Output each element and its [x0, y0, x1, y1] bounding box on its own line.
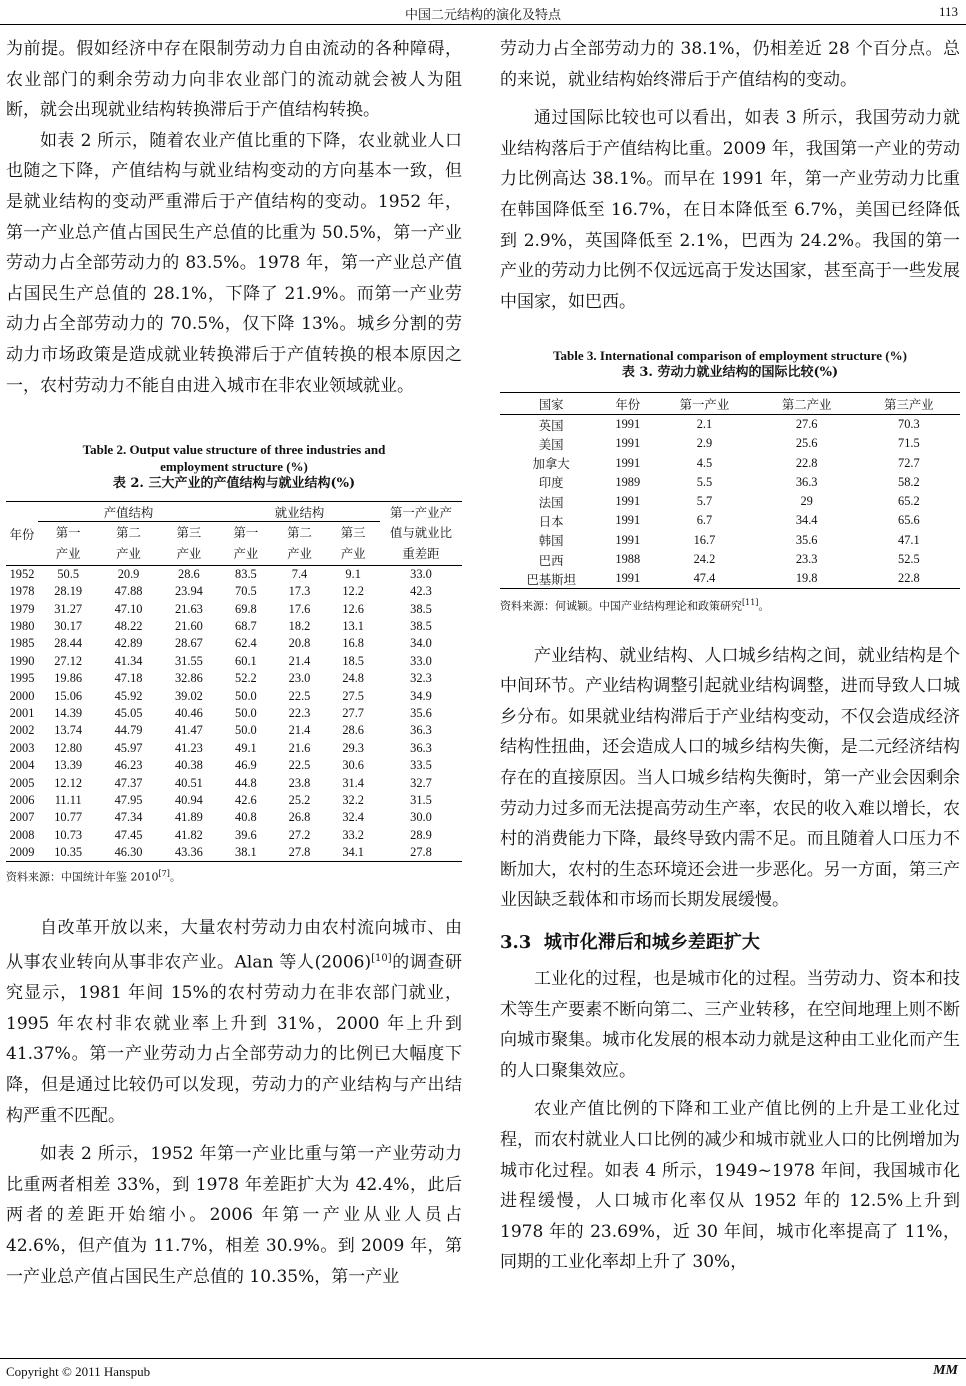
table-cell: 22.3	[288, 705, 311, 720]
right-column	[500, 34, 960, 1278]
table-cell: 70.3	[898, 417, 920, 432]
table-cell: 1991	[615, 417, 641, 432]
table-cell: 2.9	[696, 436, 713, 451]
table-cell: 1988	[615, 552, 641, 567]
table-cell: 30.17	[54, 618, 83, 633]
table-cell: 23.3	[795, 552, 818, 567]
table-row	[6, 653, 462, 670]
table-cell: 1978	[9, 584, 35, 599]
table-cell: 12.80	[54, 740, 83, 755]
table-cell: 47.10	[114, 601, 143, 616]
table-cell: 42.6	[235, 792, 257, 807]
col-subheader: 产业	[116, 547, 141, 562]
table-cell: 11.11	[54, 792, 82, 807]
table-cell: 32.3	[410, 671, 432, 686]
table-row	[6, 566, 462, 583]
table-cell: 35.6	[795, 532, 818, 547]
table-cell: 30.0	[410, 810, 432, 825]
table-cell: 47.95	[114, 792, 143, 807]
table-row	[6, 583, 462, 600]
table-cell: 32.7	[410, 775, 432, 790]
table-cell: 34.9	[410, 688, 432, 703]
table-cell: 36.3	[795, 474, 818, 489]
col-subheader: 产业	[55, 547, 81, 562]
table-cell: 31.55	[174, 653, 203, 668]
paragraph: 通过国际比较也可以看出，如表 3 所示，我国劳动力就业结构落后于产值结构比重。2009 年，我国第一产业的劳动力比例高达 38.1%。而早在 1991 年，第一产业劳动力比重在韩国降低至 16.7%，在日本降低至 6.7%，美国已经降低到 2.9%，英国降低至 2.1%，巴西为 24.2%。我国的第一产业的劳动力比例不仅远远高于发达国家，甚至高于一些发展中国家，如巴西。	[500, 108, 960, 312]
table-cell: 美国	[538, 437, 564, 452]
col-subheader: 产业	[287, 547, 312, 562]
header-rule	[0, 24, 966, 25]
table-cell: 65.6	[898, 513, 920, 528]
col-header-gap: 值与就业比	[390, 525, 452, 540]
left-column	[6, 34, 462, 1292]
table-row	[6, 635, 462, 652]
table-2	[6, 441, 462, 885]
table-cell: 24.8	[342, 671, 364, 686]
table-cell: 4.5	[696, 455, 713, 470]
table-cell: 17.3	[288, 584, 311, 599]
table-cell: 18.5	[342, 653, 364, 668]
table-cell: 40.8	[235, 810, 257, 825]
journal-abbrev: MM	[933, 1363, 958, 1378]
table-cell: 44.79	[114, 723, 143, 738]
col-subheader: 第二	[116, 525, 141, 540]
table-cell: 44.8	[235, 775, 257, 790]
table-row	[6, 774, 462, 791]
col-subheader: 第三	[176, 525, 202, 540]
paragraph: 劳动力占全部劳动力的 38.1%，仍相差近 28 个百分点。总的来说，就业结构始终滞后于产值结构的变动。	[500, 39, 960, 90]
table-cell: 31.5	[410, 792, 432, 807]
table-cell: 15.06	[54, 688, 83, 703]
table-cell: 32.4	[342, 810, 364, 825]
table-cell: 20.9	[117, 567, 140, 582]
table-cell: 35.6	[410, 705, 432, 720]
table-row	[500, 415, 960, 434]
table-cell: 33.0	[410, 567, 432, 582]
table-cell: 40.46	[174, 705, 203, 720]
paragraph: 如表 2 所示，随着农业产值比重的下降，农业就业人口也随之下降，产值结构与就业结构变动的方向基本一致，但是就业结构的变动严重滞后于产值结构的变动。1952 年，第一产业总产值占国民生产总值的比重为 50.5%，第一产业劳动力占全部劳动力的 83.5%。1978 年，第一产业总产值占国民生产总值的 28.1%，下降了 21.9%。而第一产业劳动力占全部劳动力的 70.5%，仅下降 13%。城乡分割的劳动力市场政策是造成就业转换滞后于产值转换的根本原因之一，农村劳动力不能自由进入城市在非农业领域就业。	[6, 130, 462, 396]
table-cell: 45.05	[114, 705, 143, 720]
col-subheader: 第一	[233, 525, 259, 540]
table-row	[6, 705, 462, 722]
section-heading: 3.3 城市化滞后和城乡差距扩大	[500, 932, 760, 954]
copyright: Copyright © 2011 Hanspub	[6, 1364, 151, 1379]
table-cell: 1991	[615, 571, 641, 586]
table-cell: 50.0	[235, 723, 257, 738]
table-cell: 21.6	[288, 740, 311, 755]
table-cell: 27.5	[342, 688, 364, 703]
table-cell: 1985	[9, 636, 35, 651]
table-cell: 62.4	[235, 636, 257, 651]
table-cell: 12.6	[342, 601, 364, 616]
table-cell: 日本	[538, 514, 564, 529]
table-cell: 47.1	[898, 532, 920, 547]
table-cell: 18.2	[288, 618, 311, 633]
table-cell: 58.2	[898, 474, 920, 489]
table-row	[6, 757, 462, 774]
table-cell: 5.7	[696, 494, 713, 509]
table-cell: 1991	[615, 513, 641, 528]
table-cell: 2008	[9, 827, 35, 842]
table-cell: 1990	[9, 653, 35, 668]
table-cell: 12.2	[342, 584, 364, 599]
table-cell: 1991	[615, 455, 641, 470]
col-header-gap: 第一产业产	[390, 505, 452, 520]
table-row	[6, 792, 462, 809]
table-cell: 27.8	[288, 844, 311, 859]
table-cell: 31.27	[54, 601, 83, 616]
table-cell: 45.97	[114, 740, 143, 755]
table-cell: 83.5	[235, 567, 257, 582]
table-cell: 50.0	[235, 688, 257, 703]
table-cell: 20.8	[288, 636, 311, 651]
col-header-employment: 就业结构	[219, 502, 380, 522]
table-row	[500, 492, 960, 511]
table-cell: 46.9	[235, 758, 257, 773]
table-row	[500, 434, 960, 453]
table-row	[6, 618, 462, 635]
table-cell: 43.36	[174, 844, 203, 859]
table-cell: 28.6	[178, 567, 200, 582]
table-cell: 24.2	[693, 552, 716, 567]
table-cell: 33.0	[410, 653, 432, 668]
col-header-gap: 重差距	[402, 547, 440, 562]
table-row	[500, 511, 960, 530]
table-cell: 40.38	[174, 758, 203, 773]
table-cell: 60.1	[235, 653, 257, 668]
table-cell: 30.6	[342, 758, 364, 773]
table-cell: 72.7	[898, 455, 920, 470]
table-cell: 33.5	[410, 758, 432, 773]
table-cell: 1989	[615, 474, 641, 489]
table-cell: 21.60	[174, 618, 203, 633]
table-cell: 2003	[9, 740, 35, 755]
table-cell: 34.0	[410, 636, 432, 651]
table-row	[6, 809, 462, 826]
page-number: 113	[938, 4, 958, 19]
table-caption-cn: 表 3. 劳动力就业结构的国际比较(%)	[621, 365, 839, 381]
table-cell: 27.8	[410, 844, 432, 859]
table-cell: 19.8	[795, 571, 818, 586]
table-row	[500, 569, 960, 588]
table-cell: 31.4	[342, 775, 364, 790]
table-cell: 10.73	[54, 827, 83, 842]
table-cell: 23.8	[288, 775, 311, 790]
paragraph: 如表 2 所示，1952 年第一产业比重与第一产业劳动力比重两者相差 33%，到 1978 年差距扩大为 42.4%，此后两者的差距开始缩小。2006 年第一产业从业人员占 42.6%，但产值为 11.7%，相差 30.9%。到 2009 年，第一产业总产值占国民生产总值的 10.35%，第一产业	[6, 1144, 462, 1287]
table-cell: 22.8	[898, 571, 920, 586]
table-cell: 39.02	[174, 688, 203, 703]
table-cell: 47.45	[114, 827, 143, 842]
table-source: 资料来源：何诚颖。中国产业结构理论和政策研究[11]。	[500, 598, 770, 613]
table-cell: 巴基斯坦	[526, 572, 576, 587]
table-cell: 29	[800, 494, 813, 509]
table-cell: 2006	[9, 792, 35, 807]
col-subheader: 第三	[340, 525, 366, 540]
table-cell: 2004	[9, 758, 35, 773]
table-cell: 70.5	[235, 584, 257, 599]
table-cell: 16.8	[342, 636, 364, 651]
table-cell: 41.34	[114, 653, 143, 668]
table-cell: 29.3	[342, 740, 364, 755]
running-title: 中国二元结构的演化及特点	[404, 8, 561, 23]
table-cell: 21.4	[288, 723, 311, 738]
table-3	[500, 347, 960, 614]
table-cell: 10.77	[54, 810, 83, 825]
table-cell: 25.2	[288, 792, 311, 807]
table-cell: 13.74	[54, 723, 83, 738]
table-cell: 42.3	[410, 584, 432, 599]
table-row	[6, 687, 462, 704]
table-cell: 32.2	[342, 792, 364, 807]
table-cell: 38.1	[235, 844, 257, 859]
table-cell: 巴西	[538, 553, 564, 568]
table-cell: 52.2	[235, 671, 257, 686]
table-cell: 23.0	[288, 671, 311, 686]
col-subheader: 第二	[287, 525, 312, 540]
table-cell: 1991	[615, 532, 641, 547]
page-header	[0, 0, 966, 26]
table-cell: 6.7	[696, 513, 713, 528]
table-row	[6, 826, 462, 843]
table-cell: 2001	[9, 705, 35, 720]
table-cell: 50.5	[57, 567, 80, 582]
table-row	[6, 670, 462, 687]
table-cell: 68.7	[235, 618, 257, 633]
table-cell: 27.6	[795, 417, 818, 432]
col-header: 年份	[615, 397, 641, 412]
table-cell: 42.89	[114, 636, 143, 651]
table-source: 资料来源：中国统计年鉴 2010[7]。	[6, 868, 181, 884]
table-cell: 41.23	[174, 740, 203, 755]
table-cell: 13.1	[342, 618, 364, 633]
table-row	[6, 722, 462, 739]
table-cell: 71.5	[898, 436, 920, 451]
table-cell: 50.0	[235, 705, 257, 720]
table-cell: 2000	[9, 688, 35, 703]
table-cell: 21.63	[174, 601, 203, 616]
table-cell: 48.22	[114, 618, 143, 633]
table-cell: 10.35	[54, 844, 83, 859]
table-cell: 40.51	[174, 775, 203, 790]
paragraph: 产业结构、就业结构、人口城乡结构之间，就业结构是个中间环节。产业结构调整引起就业结构调整，进而导致人口城乡分布。如果就业结构滞后于产业结构变动，不仅会造成经济结构性扭曲，还会造成人口的城乡结构失衡，是二元经济结构存在的直接原因。当人口城乡结构失衡时，第一产业会因剩余劳动力过多而无法提高劳动生产率，农民的收入难以增长，农村的消费能力下降，最终导致内需不足。而且随着人口压力不断加大，农村的生态环境还会进一步恶化。另一方面，第三产业因缺乏载体和市场而长期发展缓慢。	[500, 645, 960, 911]
table-cell: 22.5	[288, 688, 311, 703]
col-subheader: 产业	[340, 547, 366, 562]
table-cell: 法国	[538, 495, 564, 510]
table-cell: 41.82	[174, 827, 203, 842]
table-cell: 22.8	[795, 455, 818, 470]
table-cell: 33.2	[342, 827, 364, 842]
table-cell: 2009	[9, 844, 35, 859]
table-cell: 65.2	[898, 494, 920, 509]
table-cell: 印度	[538, 476, 564, 491]
table-cell: 28.67	[174, 636, 203, 651]
paragraph: 工业化的过程，也是城市化的过程。当劳动力、资本和技术等生产要素不断向第二、三产业转移，在空间地理上则不断向城市聚集。城市化发展的根本动力就是这种由工业化而产生的人口聚集效应。	[500, 969, 960, 1081]
table-cell: 52.5	[898, 552, 920, 567]
table-cell: 47.34	[114, 810, 143, 825]
table-cell: 34.4	[795, 513, 818, 528]
table-cell: 28.9	[410, 827, 432, 842]
table-cell: 47.88	[114, 584, 143, 599]
table-caption-cn: 表 2. 三大产业的产值结构与就业结构(%)	[112, 476, 356, 492]
table-cell: 1952	[9, 567, 35, 582]
table-cell: 英国	[538, 418, 564, 433]
table-cell: 41.89	[174, 810, 203, 825]
paragraph: 自改革开放以来，大量农村劳动力由农村流向城市、由从事农业转向从事非农产业。Alan 等人(2006)[10]的调查研究显示，1981 年间 15%的农村劳动力在非农部门就业，1995 年农村非农就业率上升到 31%，2000 年上升到 41.37%。第一产业劳动力占全部劳动力的比例已大幅度下降，但是通过比较仍可以发现，劳动力的产业结构与产出结构严重不匹配。	[6, 918, 463, 1126]
table-row	[6, 600, 462, 617]
table-cell: 39.6	[235, 827, 257, 842]
table-cell: 28.19	[54, 584, 83, 599]
table-cell: 韩国	[538, 534, 564, 549]
table-cell: 45.92	[114, 688, 143, 703]
table-cell: 47.18	[114, 671, 143, 686]
col-subheader: 第一	[55, 525, 81, 540]
footer-rule	[0, 1358, 966, 1359]
table-cell: 1979	[9, 601, 35, 616]
col-header-year: 年份	[9, 527, 35, 542]
table-cell: 47.37	[114, 775, 143, 790]
table-cell: 2007	[9, 810, 35, 825]
table-cell: 12.12	[54, 775, 83, 790]
table-cell: 34.1	[342, 844, 364, 859]
table-cell: 9.1	[345, 567, 361, 582]
table-cell: 1991	[615, 494, 641, 509]
table-cell: 27.2	[288, 827, 311, 842]
table-cell: 40.94	[174, 792, 203, 807]
table-cell: 26.8	[288, 810, 311, 825]
table-cell: 14.39	[54, 705, 83, 720]
table-cell: 7.4	[291, 567, 308, 582]
table-cell: 2005	[9, 775, 35, 790]
table-cell: 21.4	[288, 653, 311, 668]
table-cell: 16.7	[693, 532, 716, 547]
data-table	[6, 501, 462, 862]
col-header: 第一产业	[679, 397, 730, 412]
table-cell: 27.12	[54, 653, 83, 668]
table-cell: 1991	[615, 436, 641, 451]
table-cell: 46.30	[114, 844, 143, 859]
table-cell: 32.86	[174, 671, 203, 686]
table-cell: 19.86	[54, 671, 83, 686]
table-cell: 69.8	[235, 601, 257, 616]
data-table	[500, 392, 960, 589]
table-cell: 49.1	[235, 740, 257, 755]
table-caption-en: Table 3. International comparison of employment structure (%)	[553, 348, 907, 364]
col-subheader: 产业	[176, 547, 202, 562]
table-row	[500, 550, 960, 569]
table-cell: 5.5	[696, 474, 713, 489]
col-header-output: 产值结构	[38, 502, 219, 522]
table-cell: 2002	[9, 723, 35, 738]
table-cell: 17.6	[288, 601, 311, 616]
table-cell: 46.23	[114, 758, 143, 773]
table-caption-en: Table 2. Output value structure of three industries and employment structure (%)	[82, 442, 386, 475]
table-row	[500, 473, 960, 492]
table-cell: 28.6	[342, 723, 364, 738]
col-header: 国家	[538, 397, 564, 412]
table-row	[500, 453, 960, 472]
table-cell: 13.39	[54, 758, 83, 773]
table-row	[6, 740, 462, 757]
table-cell: 27.7	[342, 705, 364, 720]
table-cell: 41.47	[174, 723, 203, 738]
table-cell: 加拿大	[532, 457, 570, 472]
table-cell: 25.6	[795, 436, 818, 451]
paragraph: 农业产值比例的下降和工业产值比例的上升是工业化过程，而农村就业人口比例的减少和城市就业人口的比例增加为城市化过程。如表 4 所示，1949~1978 年间，我国城市化进程缓慢，人口城市化率仅从 1952 年的 12.5%上升到 1978 年的 23.69%，近 30 年间，城市化率提高了 11%，同期的工业化率却上升了 30%，	[500, 1099, 960, 1273]
table-cell: 2.1	[696, 417, 713, 432]
page-footer	[0, 1358, 966, 1384]
table-cell: 1995	[9, 671, 35, 686]
table-cell: 47.4	[693, 571, 716, 586]
table-cell: 36.3	[410, 723, 432, 738]
table-cell: 23.94	[174, 584, 203, 599]
table-row	[500, 531, 960, 550]
table-cell: 38.5	[410, 601, 432, 616]
table-row	[6, 844, 462, 861]
col-header: 第二产业	[781, 397, 832, 412]
paragraph: 为前提。假如经济中存在限制劳动力自由流动的各种障碍，农业部门的剩余劳动力向非农业部门的流动就会被人为阻断，就会出现就业结构转换滞后于产值结构转换。	[6, 39, 462, 121]
col-header: 第三产业	[884, 397, 934, 412]
table-cell: 22.5	[288, 758, 311, 773]
table-cell: 38.5	[410, 618, 432, 633]
table-cell: 28.44	[54, 636, 83, 651]
col-subheader: 产业	[233, 547, 259, 562]
table-cell: 36.3	[410, 740, 432, 755]
table-cell: 1980	[9, 618, 35, 633]
